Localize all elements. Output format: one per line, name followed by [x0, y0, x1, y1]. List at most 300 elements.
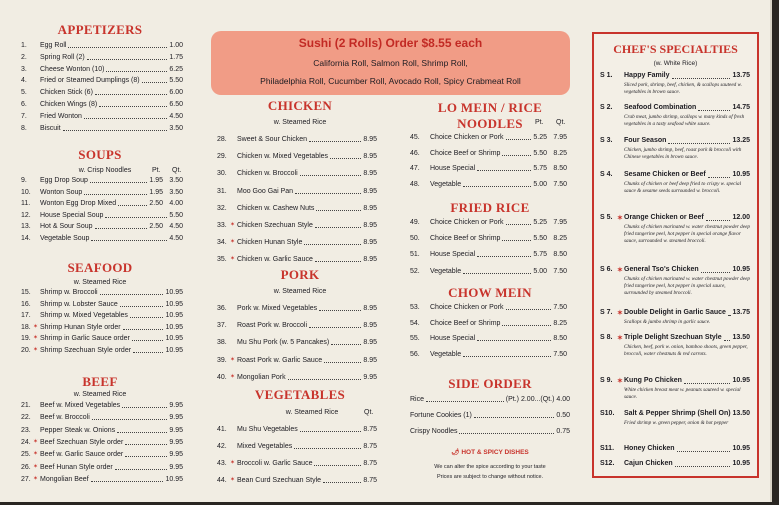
item-number: 17.: [21, 312, 31, 320]
dot-leader: [91, 233, 167, 241]
item-number: 5.: [21, 89, 27, 97]
dot-leader: [314, 458, 361, 466]
price-pint: 5.00: [533, 267, 547, 275]
pork-subtitle: w. Steamed Rice: [273, 288, 327, 295]
menu-item: [410, 217, 567, 228]
menu-item: [21, 462, 183, 473]
item-price: 6.00: [169, 89, 183, 97]
item-price: 9.95: [169, 402, 183, 409]
menu-item: [21, 52, 183, 63]
item-number: 37.: [217, 322, 227, 330]
menu-item: [21, 210, 183, 221]
price-pint: 5.00: [533, 180, 547, 188]
menu-item: [21, 64, 183, 75]
hot-pepper-icon: ✶: [33, 347, 39, 353]
menu-item: [21, 310, 183, 321]
item-price: 10.95: [165, 475, 183, 483]
item-price: 14.75: [732, 104, 750, 111]
lomein-title: LO MEIN / RICE NOODLES: [437, 100, 543, 131]
menu-item: [410, 179, 567, 190]
dot-leader: [477, 249, 531, 257]
menu-item: [217, 320, 377, 331]
item-number: 42.: [217, 443, 227, 450]
item-price: 3.50: [169, 124, 183, 132]
item-name: Mu Shu Vegetables: [237, 426, 298, 433]
item-number: 41.: [217, 426, 227, 433]
price-quart: 4.50: [169, 234, 183, 242]
item-name: Beef w. Garlic Sauce order: [40, 451, 124, 459]
item-number: S 9.: [600, 377, 613, 384]
vegetables-subtitle: w. Steamed Rice: [285, 409, 339, 416]
friedrice-title: FRIED RICE: [450, 200, 530, 215]
item-number: 26.: [21, 463, 31, 471]
item-name: Chicken Wings (8): [40, 101, 98, 108]
item-name: Seafood Combination: [624, 104, 697, 111]
dot-leader: [106, 64, 167, 72]
chicken-subtitle: w. Steamed Rice: [273, 119, 327, 126]
menu-item: [217, 303, 377, 314]
item-name: House Special: [430, 251, 476, 259]
menu-item: [217, 237, 377, 248]
dot-leader: [100, 287, 163, 295]
item-number: S11.: [600, 445, 615, 452]
item-name: Sweet & Sour Chicken: [237, 136, 308, 143]
hot-pepper-icon: ✶: [33, 451, 39, 458]
item-name: Choice Chicken or Pork: [430, 219, 504, 226]
item-number: 34.: [217, 239, 227, 247]
item-price: 8.75: [363, 460, 377, 467]
item-price: 10.95: [165, 300, 183, 308]
item-name: House Special: [430, 165, 476, 172]
menu-item: [410, 394, 570, 405]
item-name: Chicken Szechuan Style: [237, 222, 313, 229]
item-name: Roast Pork w. Broccoli: [237, 322, 308, 330]
item-number: 29.: [217, 153, 227, 161]
item-price: 8.95: [363, 339, 377, 347]
item-number: 38.: [217, 339, 227, 347]
soups-subtitle: w. Crisp Noodles: [78, 167, 132, 174]
item-description: Chunks of chicken or beef deep fried to crispy w. special sauce & sesame seeds surrounded w. broccoli.: [624, 181, 742, 194]
item-name: Orange Chicken or Beef: [624, 214, 704, 221]
item-price: 8.75: [363, 477, 377, 484]
dot-leader: [309, 134, 361, 142]
soups-pt-header: Pt.: [152, 167, 161, 174]
soups-qt-header: Qt.: [172, 167, 182, 174]
hot-pepper-icon: ✶: [617, 215, 623, 222]
price-pint: 5.25: [533, 134, 547, 141]
menu-item: [21, 40, 183, 51]
menu-item: [410, 163, 567, 174]
price-quart: 7.50: [553, 180, 567, 188]
item-number: S 8.: [600, 334, 613, 341]
item-number: 53.: [410, 304, 420, 311]
dot-leader: [133, 345, 163, 353]
dot-leader: [459, 426, 554, 434]
menu-item: [410, 302, 567, 313]
dot-leader: [123, 322, 163, 330]
item-name: Rice: [410, 396, 425, 403]
price-quart: 7.50: [553, 267, 567, 275]
price-pint: 5.25: [533, 219, 547, 226]
menu-item: [217, 168, 377, 179]
item-number: 3.: [21, 65, 27, 73]
item-number: S 1.: [600, 72, 613, 79]
item-name: Chicken Stick (6): [40, 89, 93, 97]
item-name: Mixed Vegetables: [237, 443, 293, 450]
item-price: 13.50: [732, 334, 750, 341]
beef-subtitle: w. Steamed Rice: [73, 391, 127, 398]
sushi-title: Sushi (2 Rolls) Order $8.55 each: [298, 36, 483, 50]
dot-leader: [142, 75, 167, 83]
menu-item: [410, 233, 567, 244]
menu-item: [217, 372, 377, 383]
item-number: 32.: [217, 204, 227, 212]
dot-leader: [724, 334, 730, 341]
item-number: 50.: [410, 235, 420, 243]
menu-item: [21, 322, 183, 333]
item-number: 10.: [21, 188, 31, 196]
hot-pepper-icon: ✶: [33, 475, 39, 482]
dot-leader: [68, 40, 167, 48]
item-number: 46.: [410, 149, 420, 157]
item-name: Egg Drop Soup: [40, 177, 88, 184]
hot-pepper-icon: ✶: [33, 323, 39, 330]
item-number: 7.: [21, 112, 27, 120]
hot-pepper-icon: ✶: [33, 335, 39, 342]
dot-leader: [120, 299, 163, 307]
menu-item: [410, 426, 570, 437]
dot-leader: [132, 333, 163, 341]
item-number: 12.: [21, 211, 31, 219]
hot-pepper-icon: ✶: [33, 463, 39, 470]
item-number: 39.: [217, 356, 227, 364]
item-price: 9.95: [169, 451, 183, 459]
menu-item: [410, 148, 567, 159]
menu-item: [410, 132, 567, 143]
dot-leader: [477, 333, 551, 341]
price-pint: 5.75: [533, 165, 547, 172]
hot-pepper-icon: ✶: [617, 378, 623, 385]
item-name: Vegetable: [430, 350, 462, 358]
item-number: 47.: [410, 165, 420, 172]
item-number: 23.: [21, 426, 31, 434]
menu-item: [217, 254, 377, 265]
appetizers-title: APPETIZERS: [57, 22, 143, 37]
item-price: (Pt.) 2.00...(Qt.) 4.00: [505, 396, 570, 403]
lomein-pt-header: Pt.: [535, 119, 544, 126]
hot-spicy-label: HOT & SPICY DISHES: [461, 449, 529, 456]
beef-title: BEEF: [82, 374, 118, 389]
hot-pepper-icon: ✶: [617, 310, 623, 317]
price-quart: 7.95: [553, 134, 567, 141]
dot-leader: [323, 475, 361, 483]
dot-leader: [118, 198, 147, 206]
item-number: 28.: [217, 136, 227, 143]
dot-leader: [463, 349, 551, 357]
item-name: Choice Chicken or Pork: [430, 134, 504, 141]
item-name: Cheese Wonton (10): [40, 65, 105, 73]
item-name: Choice Chicken or Pork: [430, 304, 504, 311]
item-name: Roast Pork w. Garlic Sauce: [237, 356, 323, 364]
soups-title: SOUPS: [78, 147, 122, 162]
dot-leader: [502, 233, 531, 241]
item-description: Sliced pork, shrimp, beef, chicken, & scallops sauteed w. vegetables in brown sauce.: [624, 82, 742, 95]
dot-leader: [125, 449, 167, 457]
dot-leader: [63, 123, 167, 131]
item-price: 1.75: [169, 53, 183, 61]
price-quart: 4.50: [169, 223, 183, 230]
item-price: 9.95: [169, 414, 183, 422]
dot-leader: [463, 179, 531, 187]
menu-item: [217, 220, 377, 231]
dot-leader: [668, 137, 730, 144]
chef-subtitle: (w. White Rice): [653, 60, 698, 67]
dot-leader: [87, 52, 167, 60]
sideorder-title: SIDE ORDER: [448, 376, 532, 391]
item-description: Scallops & jumbo shrimp in garlic sauce.: [624, 319, 711, 325]
item-number: 43.: [217, 460, 227, 467]
item-name: Beef w. Broccoli: [40, 414, 90, 422]
hot-pepper-icon: ✶: [230, 256, 236, 263]
item-price: 8.95: [363, 136, 377, 143]
item-price: 10.95: [165, 312, 183, 320]
item-price: 10.95: [732, 460, 750, 467]
price-quart: 8.25: [553, 149, 567, 157]
item-name: General Tso's Chicken: [624, 266, 699, 273]
item-price: 10.95: [732, 266, 750, 273]
seafood-title: SEAFOOD: [67, 260, 133, 275]
item-name: Kung Po Chicken: [624, 377, 682, 384]
item-name: Beef Hunan Style order: [40, 463, 113, 471]
item-name: Pork w. Mixed Vegetables: [237, 305, 318, 312]
item-price: 1.00: [169, 42, 183, 49]
menu-item: [21, 400, 183, 411]
price-quart: 3.50: [169, 177, 183, 184]
item-price: 8.25: [553, 319, 567, 327]
item-price: 10.95: [165, 335, 183, 343]
item-name: Chicken w. Broccoli: [237, 170, 298, 178]
menu-item: [217, 441, 377, 452]
menu-item: [21, 299, 183, 310]
item-name: Mu Shu Pork (w. 5 Pancakes): [237, 339, 330, 347]
dot-leader: [502, 318, 551, 326]
menu-item: [21, 87, 183, 98]
dot-leader: [309, 320, 361, 328]
item-name: Hot & Sour Soup: [40, 223, 93, 230]
item-price: 5.50: [169, 77, 183, 85]
dot-leader: [474, 410, 554, 418]
item-price: 8.50: [553, 335, 567, 342]
menu-item: [21, 75, 183, 86]
menu-item: [21, 175, 183, 186]
item-name: Mongolian Beef: [40, 475, 89, 483]
hot-pepper-icon: ✶: [230, 477, 236, 483]
item-name: Chicken Hunan Style: [237, 239, 303, 247]
menu-item: [217, 203, 377, 214]
menu-item: [217, 355, 377, 366]
dot-leader: [506, 302, 551, 310]
item-number: 15.: [21, 289, 31, 296]
price-quart: 4.00: [169, 200, 183, 207]
item-description: White chicken breast meat w. peanuts sauteed w. special sauce.: [624, 387, 741, 400]
item-price: 9.95: [169, 426, 183, 434]
dot-leader: [316, 203, 361, 211]
item-price: 9.95: [363, 373, 377, 381]
seafood-subtitle: w. Steamed Rice: [73, 279, 127, 286]
hot-pepper-icon: ✶: [617, 267, 623, 274]
item-name: Beef w. Mixed Vegetables: [40, 402, 121, 409]
item-price: 7.50: [553, 304, 567, 311]
item-number: 22.: [21, 414, 31, 422]
dot-leader: [115, 462, 167, 470]
item-price: 13.50: [732, 410, 750, 417]
item-number: 8.: [21, 124, 27, 132]
item-price: 8.95: [363, 356, 377, 364]
item-name: Shrimp in Garlic Sauce order: [40, 335, 130, 343]
item-name: Shrimp w. Mixed Vegetables: [40, 312, 128, 320]
item-name: Biscuit: [40, 124, 61, 132]
price-quart: 7.95: [553, 219, 567, 226]
hot-pepper-icon: ✶: [230, 222, 236, 228]
item-number: 51.: [410, 251, 420, 259]
item-name: Shrimp w. Lobster Sauce: [40, 300, 118, 308]
price-quart: 8.50: [553, 165, 567, 172]
dot-leader: [92, 412, 167, 420]
dot-leader: [331, 337, 361, 345]
menu-item: [217, 186, 377, 197]
item-number: S 4.: [600, 171, 613, 178]
dot-leader: [91, 474, 163, 482]
dot-leader: [95, 221, 147, 229]
item-name: Choice Beef or Shrimp: [430, 319, 501, 327]
item-number: 9.: [21, 177, 27, 184]
item-number: S12.: [600, 460, 615, 467]
item-number: S10.: [600, 410, 615, 417]
menu-item: [21, 345, 183, 356]
item-name: Fortune Cookies (1): [410, 412, 472, 419]
dot-leader: [506, 132, 531, 140]
menu-item: [217, 475, 377, 486]
dot-leader: [300, 168, 361, 176]
item-number: 27.: [21, 475, 31, 483]
item-number: 20.: [21, 347, 31, 354]
dot-leader: [117, 425, 167, 433]
item-number: 1.: [21, 42, 27, 49]
item-number: 6.: [21, 101, 27, 108]
item-number: 25.: [21, 451, 31, 459]
item-price: 8.95: [363, 322, 377, 330]
menu-item: [217, 134, 377, 145]
item-name: Beef Szechuan Style order: [40, 438, 124, 446]
dot-leader: [95, 87, 167, 95]
price-quart: 5.50: [169, 211, 183, 219]
item-price: 7.50: [553, 350, 567, 358]
item-price: 13.75: [732, 72, 750, 79]
item-number: 11.: [21, 200, 31, 207]
dot-leader: [105, 210, 167, 218]
item-name: Four Season: [624, 137, 667, 144]
price-pint: 5.75: [533, 251, 547, 259]
dot-leader: [506, 217, 531, 225]
item-number: 18.: [21, 323, 31, 331]
item-number: 13.: [21, 223, 31, 230]
menu-item: [21, 233, 183, 244]
menu-item: [410, 266, 567, 277]
item-number: 48.: [410, 180, 420, 188]
item-number: 45.: [410, 134, 420, 141]
dot-leader: [708, 171, 730, 178]
item-price: 9.95: [169, 463, 183, 471]
item-price: 8.75: [363, 443, 377, 450]
chef-title: CHEF'S SPECIALTIES: [613, 42, 738, 56]
item-price: 13.25: [732, 137, 750, 144]
item-price: 0.50: [556, 412, 570, 419]
menu-item: [217, 151, 377, 162]
item-name: Egg Roll: [40, 42, 67, 49]
item-name: Chicken w. Mixed Vegetables: [237, 153, 329, 161]
item-number: 19.: [21, 335, 31, 343]
menu-item: [21, 425, 183, 436]
menu-item: [21, 287, 183, 298]
item-number: S 7.: [600, 309, 613, 316]
item-name: Moo Goo Gai Pan: [237, 187, 294, 195]
dot-leader: [122, 400, 167, 408]
item-number: S 3.: [600, 137, 613, 144]
price-pint: 5.50: [533, 235, 547, 243]
item-number: 14.: [21, 234, 31, 242]
price-pint: 1.95: [149, 177, 163, 184]
item-number: 4.: [21, 77, 27, 85]
dot-leader: [701, 266, 730, 273]
spice-note: We can alter the spice according to your taste: [434, 464, 546, 470]
item-price: 6.50: [169, 101, 183, 108]
dot-leader: [315, 220, 361, 228]
dot-leader: [675, 460, 730, 467]
hot-pepper-icon: ✶: [230, 239, 236, 246]
lomein-qt-header: Qt.: [556, 119, 566, 126]
item-name: Vegetable: [430, 180, 462, 188]
item-number: 31.: [217, 187, 227, 195]
item-name: Sesame Chicken or Beef: [624, 171, 706, 178]
price-quart: 8.25: [553, 235, 567, 243]
dot-leader: [84, 187, 147, 195]
pork-title: PORK: [280, 267, 320, 282]
dot-leader: [84, 111, 167, 119]
hot-pepper-icon: ✶: [230, 373, 236, 380]
menu-item: [21, 412, 183, 423]
menu-item: [410, 249, 567, 260]
price-pint: 2.50: [149, 223, 163, 230]
sushi-line-1: California Roll, Salmon Roll, Shrimp Roll,: [313, 58, 468, 68]
item-number: 33.: [217, 222, 227, 229]
vegetables-title: VEGETABLES: [254, 387, 346, 402]
item-number: 16.: [21, 300, 31, 308]
menu-item: [21, 333, 183, 344]
item-name: Cajun Chicken: [624, 460, 673, 467]
item-description: Chunks of chicken marinated w. water chestnut powder deep fried tangerine peel, hot pepper in special sauce, surrounded by steamed broccoli.: [624, 276, 750, 296]
dot-leader: [90, 175, 147, 183]
dot-leader: [477, 163, 531, 171]
dot-leader: [684, 377, 730, 384]
hot-pepper-icon: ✶: [33, 438, 39, 445]
item-number: 35.: [217, 256, 227, 264]
hot-spicy-note: [420, 448, 560, 456]
item-price: 9.95: [169, 438, 183, 446]
item-name: Crispy Noodles: [410, 428, 458, 435]
item-name: Vegetable: [430, 267, 462, 275]
item-name: Pepper Steak w. Onions: [40, 426, 116, 434]
item-name: Chicken w. Cashew Nuts: [237, 204, 315, 212]
